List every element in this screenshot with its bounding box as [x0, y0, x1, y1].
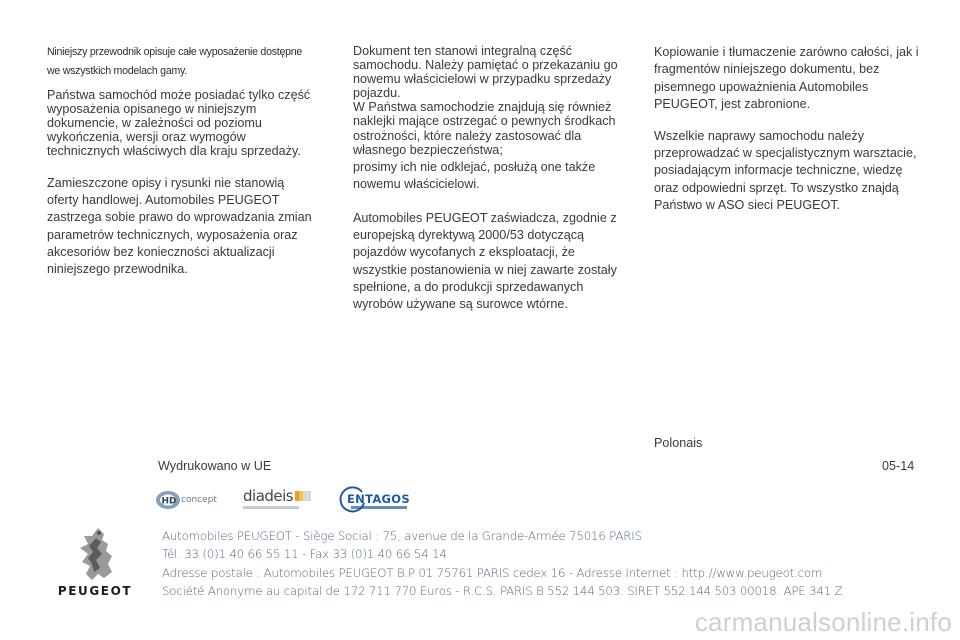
paragraph-directive: Automobiles PEUGEOT zaświadcza, zgodnie z europejską dyrektywą 2000/53 dotyczącą pojazdów wycofanych z eksploatacji, że wszystkie postanowienia w niej zawarte zostały spełnione, a do produkcji sprzedawanych wyrobów używane są surowce wtórne. — [353, 210, 617, 312]
entagos-logo — [337, 485, 409, 515]
paragraph-stickers: W Państwa samochodzie znajdują się również naklejki mające ostrzegać o pewnych środkach ostrożności, które należy zastosować dla własnego bezpieczeństwa; — [353, 100, 616, 157]
paragraph-repairs: Wszelkie naprawy samochodu należy przeprowadzać w specjalistycznym warsztacie, posiadającym informacje techniczne, wiedzę oraz odpowiedni sprzęt. To wszystko znajdą Państwo w ASO sieci PEUGEOT. — [654, 128, 917, 212]
paragraph-equipment: Państwa samochód może posiadać tylko część wyposażenia opisanego w niniejszym dokumencie, w zależności od poziomu wykończenia, wersji oraz wymogów technicznych właściwych dla kraju sprzedaży. — [47, 88, 311, 159]
paragraph-stickers-keep: prosimy ich nie odklejać, posłużą one także nowemu właścicielowi. — [353, 159, 596, 192]
address-line-4: Société Anonyme au capital de 172 711 770 Euros - R.C.S. PARIS B 552 144 503. SIRET 552 144 503 00018. APE 341 Z — [162, 583, 843, 598]
language-label: Polonais — [654, 436, 703, 450]
diadeis-text: diadeis — [243, 487, 294, 505]
address-line-3: Adresse postale : Automobiles PEUGEOT B.P 01 75761 PARIS cedex 16 - Adresse Internet : http://www.peugeot.com — [162, 565, 823, 580]
peugeot-wordmark: PEUGEOT — [57, 584, 133, 598]
diadeis-tagline-bar — [243, 506, 299, 509]
hd-concept-text: concept — [181, 495, 217, 505]
partner-logos — [155, 485, 425, 515]
paragraph-document: Dokument ten stanowi integralną część samochodu. Należy pamiętać o przekazaniu go nowemu właścicielowi w przypadku sprzedaży pojazdu. — [353, 44, 618, 101]
column-left — [47, 43, 312, 289]
printed-in-label: Wydrukowano w UE — [158, 459, 272, 473]
address-line-2: Tél. 33 (0)1 40 66 55 11 - Fax 33 (0)1 40 66 54 14 — [162, 547, 447, 562]
site-watermark: carmanualsonline.info — [694, 607, 952, 637]
company-address — [162, 527, 882, 600]
column-middle — [353, 44, 618, 324]
paragraph-copyright: Kopiowanie i tłumaczenie zarówno całości, jak i fragmentów niniejszego dokumentu, bez pisemnego upoważnienia Automobiles PEUGEOT, jest zabronione. — [654, 45, 919, 112]
diadeis-bars-icon — [295, 491, 311, 501]
hd-concept-logo — [155, 489, 227, 511]
entagos-tagline-bar — [351, 506, 407, 509]
svg-text:HD: HD — [161, 496, 177, 507]
entagos-text: ENTAGOS — [347, 492, 410, 506]
column-right — [654, 44, 924, 224]
diadeis-logo — [243, 487, 315, 513]
intro-note: Niniejszy przewodnik opisuje całe wyposażenie dostępne we wszystkich modelach gamy. — [47, 46, 303, 77]
edition-code: 05-14 — [882, 459, 915, 473]
peugeot-lion-icon — [40, 524, 150, 584]
paragraph-descriptions: Zamieszczone opisy i rysunki nie stanowią oferty handlowej. Automobiles PEUGEOT zastrzega sobie prawo do wprowadzania zmian parametrów technicznych, wyposażenia oraz akcesoriów bez konieczności aktualizacji niniejszego przewodnika. — [47, 175, 312, 277]
peugeot-brand — [40, 524, 150, 600]
address-line-1: Automobiles PEUGEOT - Siège Social : 75, avenue de la Grande-Armée 75016 PARIS — [162, 529, 642, 543]
